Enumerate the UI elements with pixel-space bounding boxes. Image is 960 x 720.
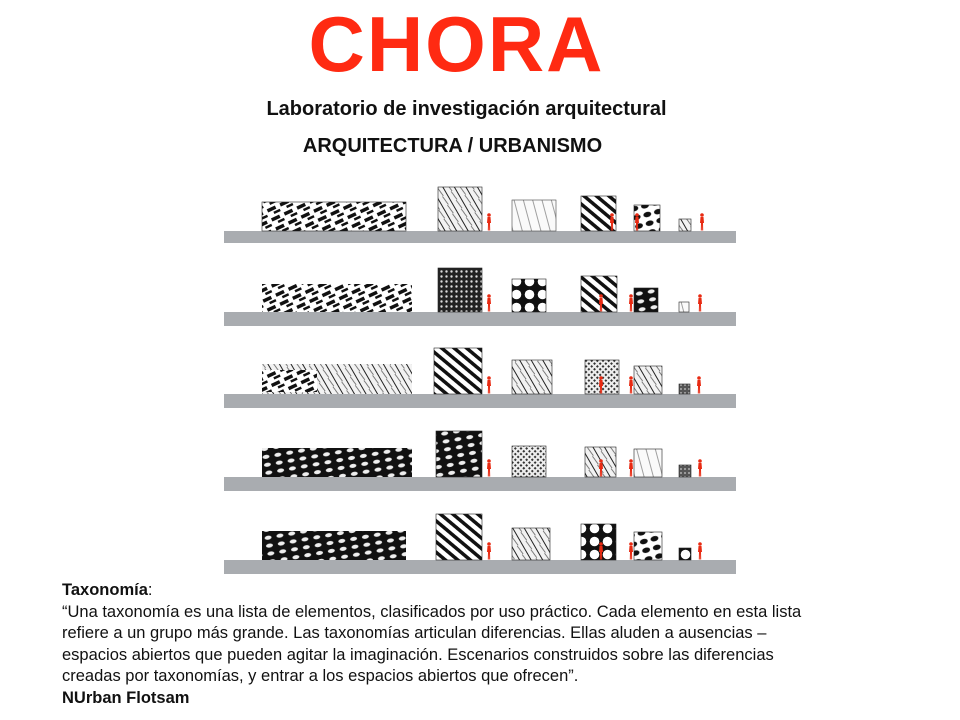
page-title: CHORA — [308, 0, 605, 88]
taxonomy-figure — [224, 184, 736, 576]
quote-author: NUrban Flotsam — [62, 688, 190, 707]
heading-colon: : — [147, 581, 153, 599]
quote-line: refiere a un grupo más grande. Las taxonomías articulan diferencias. Ellas aluden a ausencias – — [62, 624, 767, 642]
heading-text: Taxonomía — [62, 581, 148, 599]
quote-line: espacios abiertos que pueden agitar la imaginación. Escenarios construidos sobre las diferencias — [62, 645, 774, 664]
taxonomy-strip-5 — [224, 514, 736, 574]
taxonomy-strip-1 — [224, 187, 736, 243]
page-subtitle: Laboratorio de investigación arquitectural — [266, 98, 667, 120]
taxonomy-strip-2 — [224, 268, 736, 326]
quote-line: “Una taxonomía es una lista de elementos, clasificados por uso práctico. Cada elemento en esta lista — [62, 602, 802, 621]
quote-line: creadas por taxonomías, y entrar a los espacios abiertos que ofrecen”. — [62, 667, 579, 685]
taxonomy-heading — [62, 580, 942, 602]
taxonomy-strip-3 — [224, 348, 736, 408]
taxonomy-strip-4 — [224, 431, 736, 491]
taxonomy-description — [62, 580, 942, 709]
discipline-heading: ARQUITECTURA / URBANISMO — [302, 135, 603, 157]
